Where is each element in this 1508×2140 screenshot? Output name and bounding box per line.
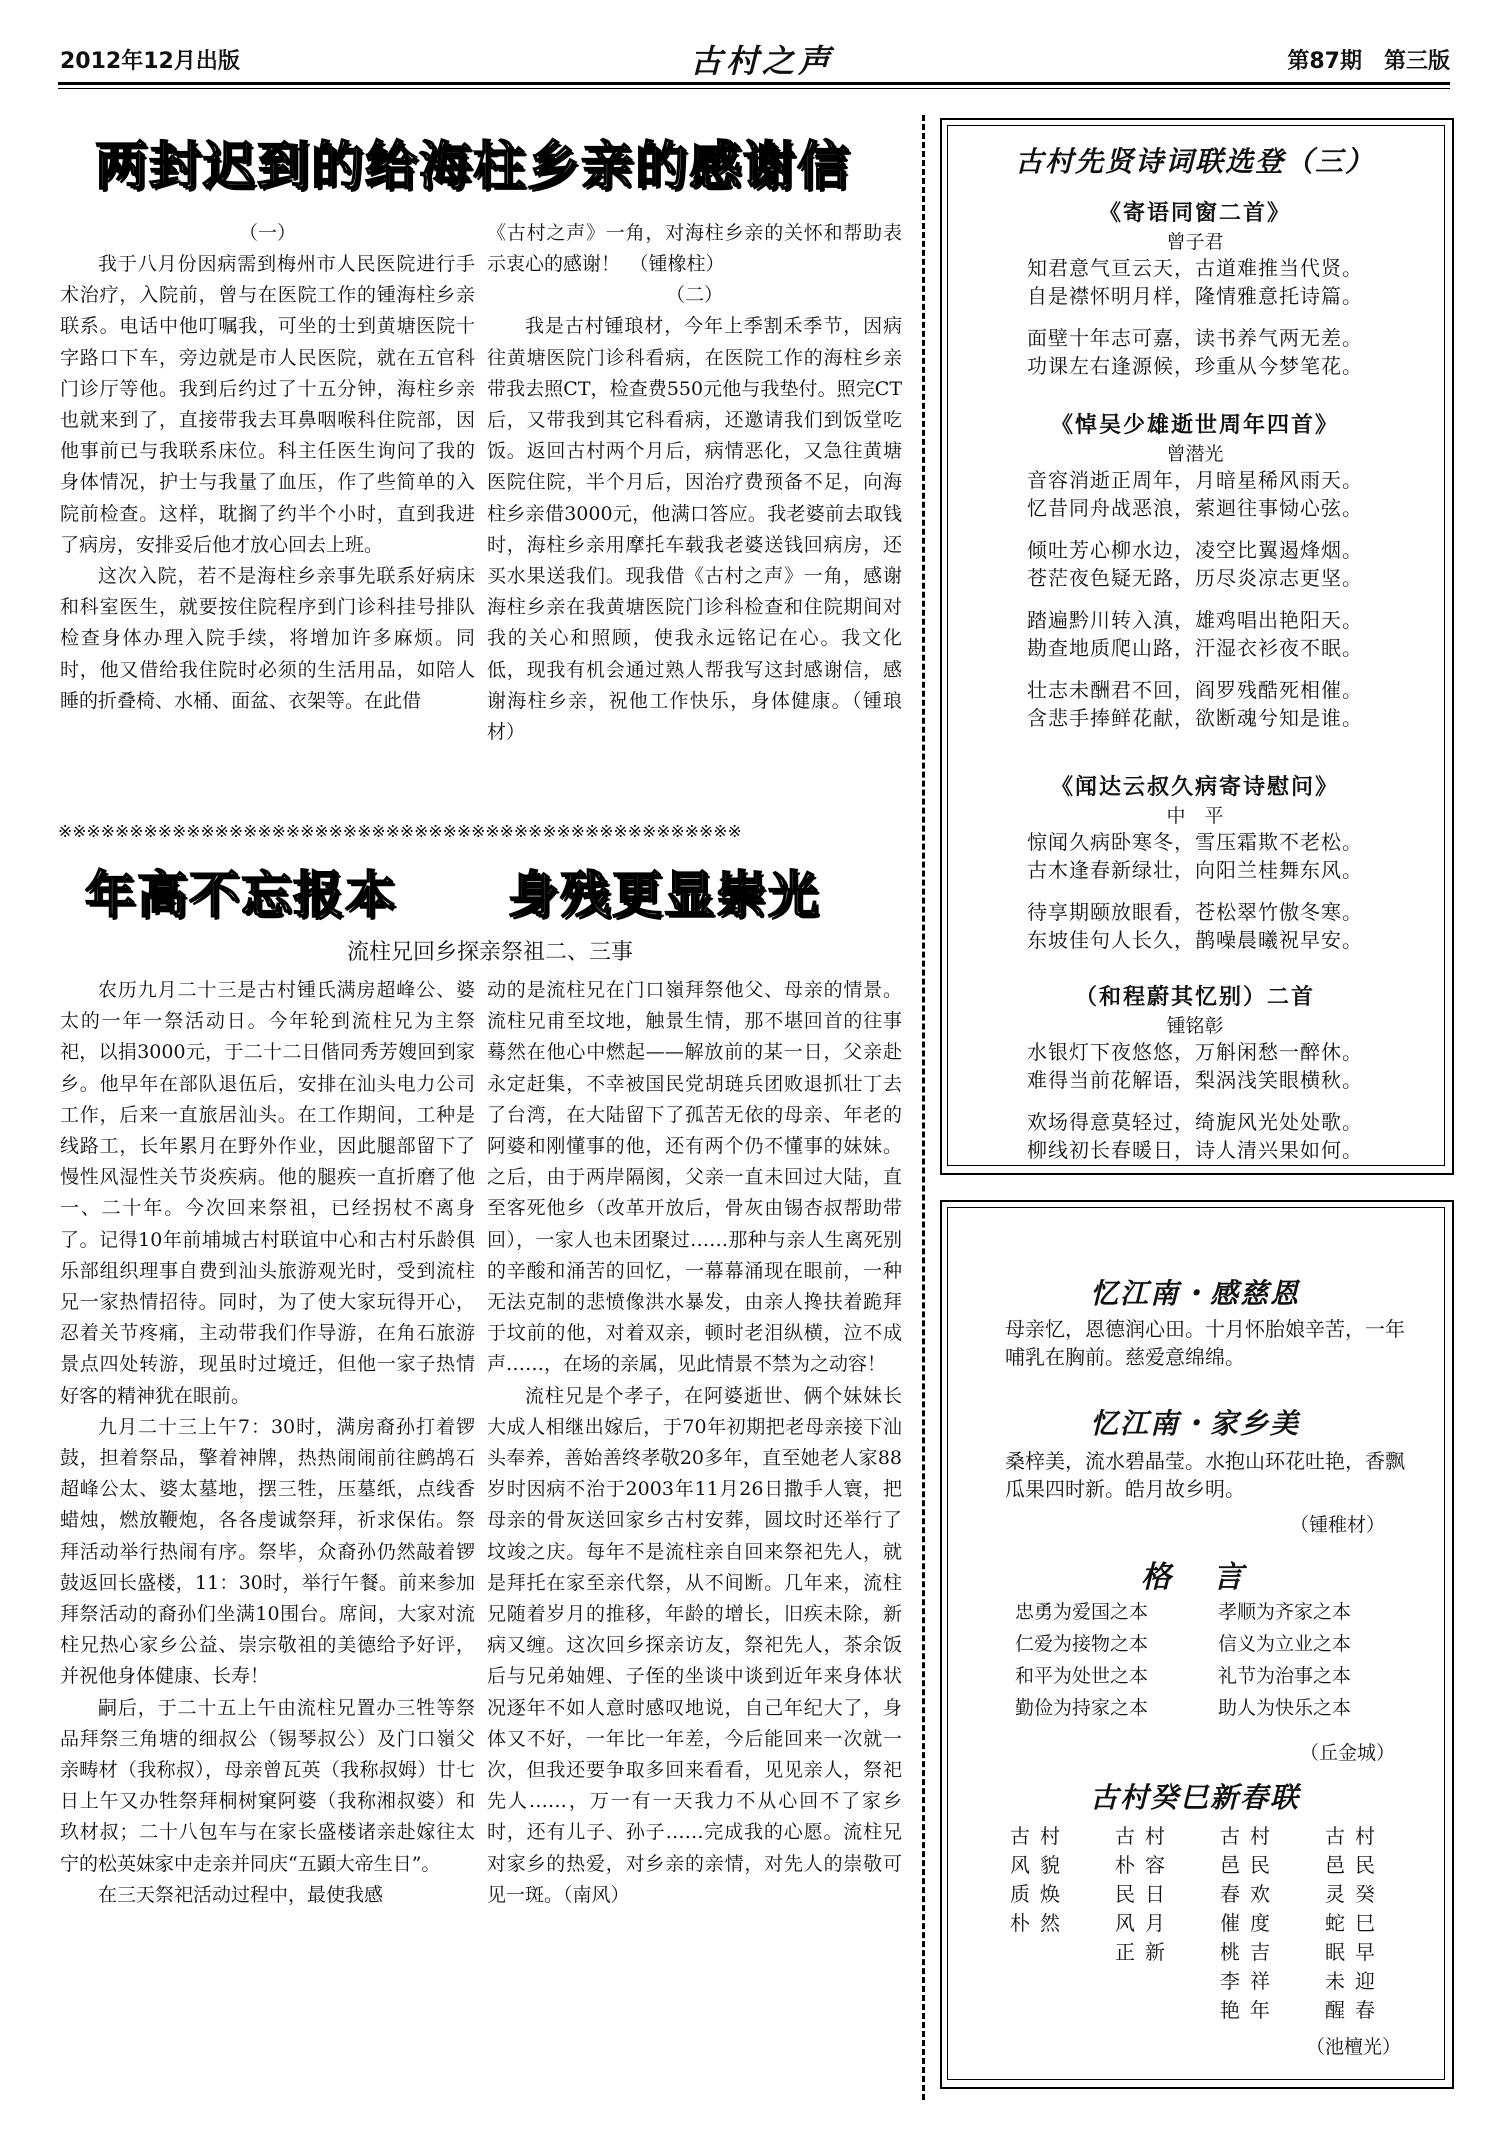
- poem-line: 东坡佳句人长久，鹊噪晨曦祝早安。: [1027, 928, 1363, 952]
- couplet-cell: 风月: [1115, 1911, 1175, 1935]
- poem-line: 含悲手捧鲜花献，欲断魂兮知是谁。: [1027, 706, 1363, 730]
- couplet-cell: 民日: [1115, 1882, 1175, 1906]
- article1-col1: [60, 218, 475, 717]
- couplet-cell: 艳年: [1220, 1998, 1280, 2022]
- poem-line: [955, 662, 1435, 676]
- article1-paragraph: 这次入院，若不是海柱乡亲事先联系好病床和科室医生，就要按住院程序到门诊科挂号排队检查身体办理入院手续，将增加许多麻烦。同时，他又借给我住院时必须的生活用品，如陪人睡的折叠椅、水桶、面盆、衣架等。在此借: [60, 565, 475, 712]
- article2-title-b: 身残更显崇光: [508, 866, 820, 924]
- motto-title: 格 言: [1141, 1560, 1249, 1595]
- couplet-cell: 朴然: [1010, 1911, 1070, 1935]
- jiangnan-text-1: 母亲忆，恩德润心田。十月怀胎娘辛苦，一年哺乳在胸前。慈爱意绵绵。: [1005, 1317, 1405, 1369]
- poem-line: 知君意气亘云天，古道难推当代贤。: [1027, 256, 1363, 280]
- jiangnan-text-2: 桑梓美，流水碧晶莹。水抱山环花吐艳，香飘瓜果四时新。皓月故乡明。: [1005, 1449, 1405, 1501]
- poem-line: 惊闻久病卧寒冬，雪压霜欺不老松。: [1027, 830, 1363, 854]
- motto-left: [1015, 1596, 1215, 1724]
- article1-part1-label: （一）: [238, 222, 296, 244]
- couplet-cell: 古村: [1220, 1824, 1280, 1848]
- article2-subtitle: 流柱兄回乡探亲祭祖二、三事: [346, 940, 633, 965]
- motto-author: （丘金城）: [1300, 1742, 1396, 1764]
- poem-title: 《闻达云叔久病寄诗慰问》: [1050, 774, 1339, 800]
- couplet-cell: 质焕: [1010, 1882, 1070, 1906]
- article2-col1: [60, 975, 475, 1911]
- poem-line: 音容消逝正周年，月暗星稀风雨天。: [1027, 468, 1363, 492]
- jiangnan-title-2: 忆江南・家乡美: [1089, 1407, 1300, 1440]
- couplet-cell: 灵癸: [1325, 1882, 1385, 1906]
- poem-line: 柳线初长春暖日，诗人清兴果如何。: [1027, 1138, 1363, 1162]
- couplet-cell: 古村: [1010, 1824, 1070, 1848]
- couplet-cell: 蛇巳: [1325, 1911, 1385, 1935]
- poem-line: 忆昔同舟战恶浪，萦迴往事恸心弦。: [1027, 496, 1363, 520]
- motto-right: [1218, 1596, 1418, 1724]
- article2-title-a: 年高不忘报本: [85, 866, 397, 924]
- article1-title: 两封迟到的给海柱乡亲的感谢信: [95, 137, 852, 197]
- column-divider: [922, 115, 925, 2100]
- header-rule-thin: [58, 88, 1450, 89]
- poem-line: 欢场得意莫轻过，绮旎风光处处歌。: [1027, 1110, 1363, 1134]
- article2-paragraph: 在三天祭祀活动过程中，最使我感: [98, 1883, 384, 1906]
- couplet-cell: 古村: [1115, 1824, 1175, 1848]
- couplet-cell: 催度: [1220, 1911, 1280, 1935]
- header-date: 2012年12月出版: [60, 49, 240, 74]
- poem-line: 踏遍黔川转入滇，雄鸡唱出艳阳天。: [1027, 608, 1363, 632]
- poem-title: 《悼吴少雄逝世周年四首》: [1050, 412, 1339, 438]
- poem-line: 倾吐芳心柳水边，凌空比翼遏烽烟。: [1027, 538, 1363, 562]
- article1-part1-tail: 《古村之声》一角，对海柱乡亲的关怀和帮助表示衷心的感谢！ （锺橡柱）: [487, 222, 902, 276]
- poem-author: 中 平: [1166, 805, 1224, 827]
- poem-line: [955, 1094, 1435, 1108]
- poem-line: 面壁十年志可嘉，读书养气两无差。: [1027, 326, 1363, 350]
- poem-line: 自是襟怀明月样，隆情雅意托诗篇。: [1027, 284, 1363, 308]
- motto-line: 勤俭为持家之本: [1015, 1697, 1149, 1719]
- couplet-column: [1220, 1822, 1300, 2025]
- article1-part2-text: 我是古村锺琅材，今年上季割禾季节，因病往黄塘医院门诊科看病，在医院工作的海柱乡亲带我去照CT，检查费550元他与我垫付。照完CT后，又带我到其它科看病，还邀请我们到饭堂吃饭。返回古村两个月后，病情恶化，又急往黄塘医院住院，半个月后，因治疗费预备不足，向海柱乡亲借3000元，他满口答应。我老婆前去取钱时，海柱乡亲用摩托车载我老婆送钱回病房，还买水果送我们。现我借《古村之声》一角，感谢海柱乡亲在我黄塘医院门诊科检查和住院期间对我的关心和照顾，使我永远铭记在心。我文化低，现我有机会通过熟人帮我写这封感谢信，感谢海柱乡亲，祝他工作快乐，身体健康。（锺琅材）: [487, 315, 902, 744]
- couplet-cell: 邑民: [1220, 1853, 1280, 1877]
- motto-line: 仁爱为接物之本: [1015, 1633, 1149, 1655]
- jiangnan-title-1: 忆江南・感慈恩: [1089, 1277, 1300, 1310]
- header-rule: [58, 82, 1450, 85]
- poem-author: 曾子君: [1166, 231, 1224, 253]
- poem-line: [955, 310, 1435, 324]
- poem-line: 水银灯下夜悠悠，万斛闲愁一醉休。: [1027, 1040, 1363, 1064]
- poem-author: 锺铭彰: [1166, 1015, 1224, 1037]
- motto-line: 信义为立业之本: [1218, 1633, 1352, 1655]
- poem-line: 功课左右逢源候，珍重从今梦笔花。: [1027, 354, 1363, 378]
- poem-line: 待享期颐放眼看，苍松翠竹傲冬寒。: [1027, 900, 1363, 924]
- article2-paragraph: 九月二十三上午7：30时，满房裔孙打着锣鼓，担着祭品，擎着神牌，热热闹闹前往鹧鸪石超峰公太、婆太墓地，摆三牲，压墓纸，点线香蜡烛，燃放鞭炮，各各虔诚祭拜，祈求保佑。祭拜活动举行热闹有序。祭毕，众裔孙仍然敲着锣鼓返回长盛楼，11：30时，举行午餐。前来参加拜祭活动的裔孙们坐满10围台。席间，大家对流柱兄热心家乡公益、崇宗敬祖的美德给予好评，并祝他身体健康、长寿！: [60, 1415, 475, 1688]
- couplet-cell: 邑民: [1325, 1853, 1385, 1877]
- couplet-cell: 眠早: [1325, 1940, 1385, 1964]
- couplet-cell: 古村: [1325, 1824, 1385, 1848]
- motto-line: 礼节为治事之本: [1218, 1665, 1352, 1687]
- couplet-cell: 春欢: [1220, 1882, 1280, 1906]
- couplet-cell: 醒春: [1325, 1998, 1385, 2022]
- motto-line: 助人为快乐之本: [1218, 1697, 1352, 1719]
- couplet-cell: 风貌: [1010, 1853, 1070, 1877]
- poem-line: [955, 884, 1435, 898]
- couplet-cell: 桃吉: [1220, 1940, 1280, 1964]
- motto-line: 孝顺为齐家之本: [1218, 1601, 1352, 1623]
- couplet-cell: 未迎: [1325, 1969, 1385, 1993]
- poem-line: 难得当前花解语，梨涡浅笑眼横秋。: [1027, 1068, 1363, 1092]
- poem-line: 苍茫夜色疑无路，历尽炎凉志更坚。: [1027, 566, 1363, 590]
- couplet-column: [1115, 1822, 1195, 1967]
- couplet-column: [1010, 1822, 1090, 1938]
- couplet-column: [1325, 1822, 1405, 2025]
- star-separator: ※※※※※※※※※※※※※※※※※※※※※※※※※※※※※※※※※※※※※※※※※※※※※※※※: [58, 822, 742, 842]
- header-issue: 第87期 第三版: [1287, 49, 1450, 74]
- masthead: 古村之声: [690, 42, 835, 80]
- motto-line: 忠勇为爱国之本: [1015, 1601, 1149, 1623]
- poem-line: [955, 592, 1435, 606]
- article2-paragraph: 动的是流柱兄在门口嶺拜祭他父、母亲的情景。流柱兄甫至坟地，触景生情，那不堪回首的往事蓦然在他心中燃起——解放前的某一日，父亲赴永定赶集，不幸被国民党胡琏兵团败退抓壮丁去了台湾，在大陆留下了孤苦无依的母亲、年老的阿婆和刚懂事的他，还有两个仍不懂事的妹妹。之后，由于两岸隔阂，父亲一直未回过大陆，直至客死他乡（改革开放后，骨灰由锡杏叔帮助带回），一家人也未团聚过……那种与亲人生离死别的辛酸和涌苦的回忆，一幕幕涌现在眼前，一种无法克制的悲愤像洪水暴发，由亲人搀扶着跪拜于坟前的他，对着双亲，顿时老泪纵横，泣不成声……，在场的亲属，见此情景不禁为之动容！: [487, 979, 902, 1376]
- jiangnan-author: （锺稚材）: [1290, 1514, 1386, 1536]
- poem-group: [955, 770, 1435, 954]
- couplet-cell: 朴容: [1115, 1853, 1175, 1877]
- motto-line: 和平为处世之本: [1015, 1665, 1149, 1687]
- poems-title: 古村先贤诗词联选登（三）: [1014, 145, 1375, 178]
- couplets-author: （池檀光）: [1306, 2036, 1402, 2058]
- article1-paragraph: 我于八月份因病需到梅州市人民医院进行手术治疗，入院前，曾与在医院工作的锺海柱乡亲联系。电话中他叮嘱我，可坐的士到黄塘医院十字路口下车，旁边就是市人民医院，就在五官科门诊厅等他。我到后约过了十五分钟，海柱乡亲也就来到了，直接带我去耳鼻咽喉科住院部，因他事前已与我联系床位。科主任医生询问了我的身体情况，护士与我量了血压，作了些简单的入院前检查。这样，耽搁了约半个小时，直到我进了病房，安排妥后他才放心回去上班。: [60, 253, 475, 556]
- article2-paragraph: 嗣后，于二十五上午由流柱兄置办三牲等祭品拜祭三角塘的细叔公（锡琴叔公）及门口嶺父亲畴材（我称叔），母亲曾瓦英（我称叔姆）廿七日上午又办牲祭拜桐树窠阿婆（我称湘叔婆）和玖材叔；二十八包车与在家长盛楼诸亲赴嫁往太宁的松英妹家中走亲并同庆“五顕大帝生日”。: [60, 1696, 475, 1875]
- poem-group: [955, 196, 1435, 380]
- poem-line: 古木逢春新绿壮，向阳兰桂舞东风。: [1027, 858, 1363, 882]
- poem-title: （和程蔚其忆别）二首: [1074, 984, 1315, 1010]
- poem-author: 曾潜光: [1166, 443, 1224, 465]
- article1-col2: [487, 218, 902, 748]
- couplets-title: 古村癸巳新春联: [1089, 1781, 1300, 1814]
- poem-line: 勘查地质爬山路，汗湿衣衫夜不眠。: [1027, 636, 1363, 660]
- poem-group: [955, 408, 1435, 732]
- poem-group: [955, 980, 1435, 1164]
- couplet-cell: 李祥: [1220, 1969, 1280, 1993]
- article1-part2-label: （二）: [665, 284, 723, 307]
- article2-paragraph: 农历九月二十三是古村锺氏满房超峰公、婆太的一年一祭活动日。今年轮到流柱兄为主祭祀，以捐3000元，于二十二日偕同秀芳嫂回到家乡。他早年在部队退伍后，安排在汕头电力公司工作，后来一直旅居汕头。在工作期间，工种是线路工，长年累月在野外作业，因此腿部留下了慢性风湿性关节炎疾病。他的腿疾一直折磨了他一、二十年。今次回来祭祖，已经拐杖不离身了。记得10年前埔城古村联谊中心和古村乐龄俱乐部组织理事自费到汕头旅游观光时，受到流柱兄一家热情招待。同时，为了使大家玩得开心，忍着关节疼痛，主动带我们作导游，在角石旅游景点四处转游，现虽时过境迁，但他一家子热情好客的精神犹在眼前。: [60, 979, 475, 1407]
- article2-col2: [487, 975, 902, 1911]
- poem-line: 壮志未酬君不回，阎罗残酷死相催。: [1027, 678, 1363, 702]
- poem-line: [955, 522, 1435, 536]
- poem-title: 《寄语同窗二首》: [1098, 200, 1291, 226]
- couplet-cell: 正新: [1115, 1940, 1175, 1964]
- article2-paragraph: 流柱兄是个孝子，在阿婆逝世、俩个妹妹长大成人相继出嫁后，于70年初期把老母亲接下汕头奉养，善始善终孝敬20多年，直至她老人家88岁时因病不治于2003年11月26日撒手人寰，把母亲的骨灰送回家乡古村安葬，圆坟时还举行了坟竣之庆。每年不是流柱亲自回来祭祀先人，就是拜托在家至亲代祭，从不间断。几年来，流柱兄随着岁月的推移，年龄的增长，旧疾未除，新病又缠。这次回乡探亲访友，祭祀先人，茶余饭后与兄弟妯娌、子侄的坐谈中谈到近年来身体状况逐年不如人意时感叹地说，自己年纪大了，身体又不好，一年比一年差，今后能回来一次就一次，但我还要争取多回来看看，见见亲人，祭祀先人……，万一有一天我力不从心回不了家乡时，还有儿子、孙子……完成我的心愿。流柱兄对家乡的热爱，对乡亲的亲情，对先人的崇敬可见一斑。（南风）: [487, 1384, 902, 1906]
